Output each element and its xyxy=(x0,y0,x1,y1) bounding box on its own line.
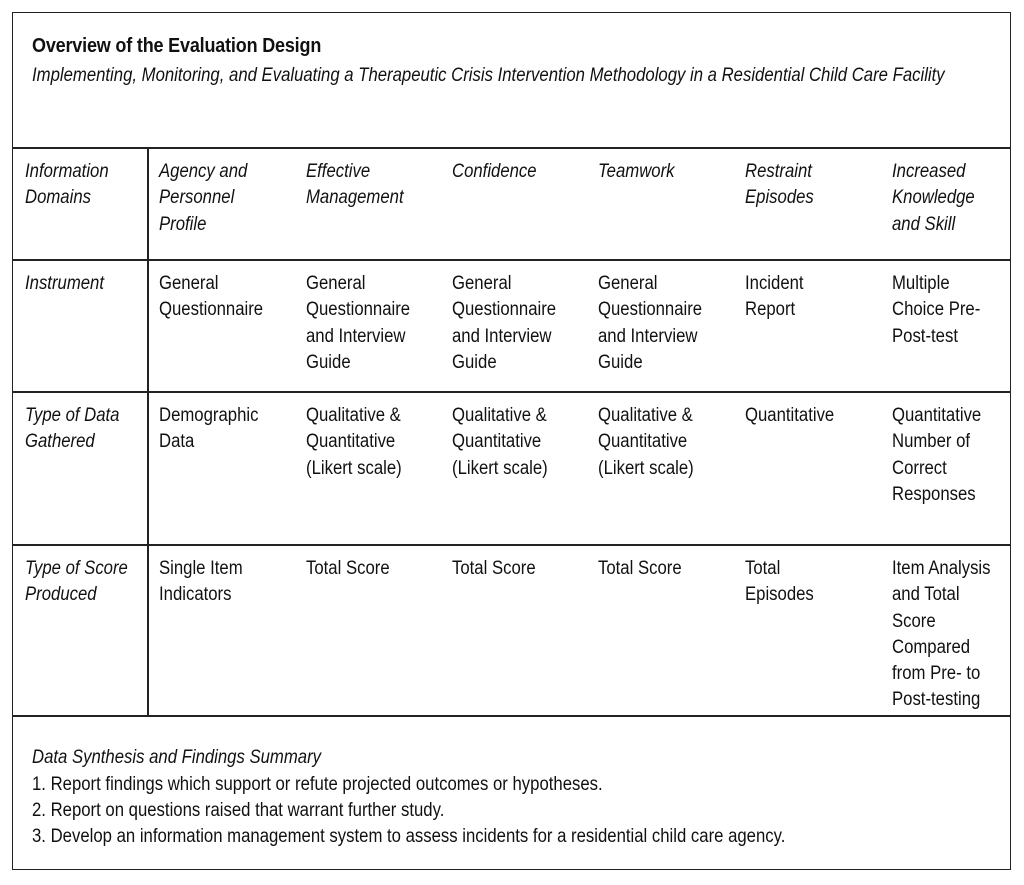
table-cell: Qualitative & Quantitative (Likert scale) xyxy=(452,405,548,479)
summary-title: Data Synthesis and Findings Summary xyxy=(32,747,322,768)
table-row-instrument xyxy=(13,261,1010,393)
table-cell: Quantitative xyxy=(745,405,835,426)
summary-item: 3. Develop an information management system to assess incidents for a residential child care agency. xyxy=(32,826,786,847)
summary-item: 2. Report on questions raised that warrant further study. xyxy=(32,800,445,821)
table-cell: Total Score xyxy=(306,558,390,579)
table-cell: Total Score xyxy=(452,558,536,579)
design-table xyxy=(13,149,1010,717)
row-label: Type of Data Gathered xyxy=(25,405,120,453)
table-row-type-of-data xyxy=(13,393,1010,546)
row-label: Information Domains xyxy=(25,161,109,209)
domain-header: Restraint Episodes xyxy=(745,161,814,209)
table-cell: Item Analysis and Total Score Compared from Pre- to Post-testing xyxy=(892,558,991,711)
row-label: Type of Score Produced xyxy=(25,558,128,606)
table-row-information-domains xyxy=(13,149,1010,261)
row-label: Instrument xyxy=(25,273,104,294)
table-cell: Quantitative Number of Correct Responses xyxy=(892,405,982,505)
table-cell: Total Score xyxy=(598,558,682,579)
table-cell: Incident Report xyxy=(745,273,804,321)
summary-item: 1. Report findings which support or refute projected outcomes or hypotheses. xyxy=(32,774,603,795)
domain-header: Teamwork xyxy=(598,161,675,182)
table-cell: General Questionnaire and Interview Guide xyxy=(598,273,703,373)
table-cell: General Questionnaire xyxy=(159,273,264,321)
table-cell: General Questionnaire and Interview Guide xyxy=(452,273,557,373)
figure-title: Overview of the Evaluation Design xyxy=(32,35,322,57)
figure-header xyxy=(13,13,1010,149)
domain-header: Confidence xyxy=(452,161,537,182)
table-cell: Qualitative & Quantitative (Likert scale) xyxy=(598,405,694,479)
table-cell: General Questionnaire and Interview Guide xyxy=(306,273,411,373)
table-cell: Qualitative & Quantitative (Likert scale) xyxy=(306,405,402,479)
table-cell: Single Item Indicators xyxy=(159,558,243,606)
evaluation-design-figure xyxy=(12,12,1011,870)
domain-header: Agency and Personnel Profile xyxy=(159,161,248,235)
table-row-type-of-score xyxy=(13,546,1010,717)
table-cell: Multiple Choice Pre- Post-test xyxy=(892,273,981,347)
table-cell: Demographic Data xyxy=(159,405,259,453)
domain-header: Effective Management xyxy=(306,161,404,209)
table-cell: Total Episodes xyxy=(745,558,814,606)
domain-header: Increased Knowledge and Skill xyxy=(892,161,975,235)
findings-summary xyxy=(13,717,1010,867)
figure-subtitle: Implementing, Monitoring, and Evaluating a Therapeutic Crisis Intervention Methodology in a Residential Child Care Facility xyxy=(32,65,945,86)
